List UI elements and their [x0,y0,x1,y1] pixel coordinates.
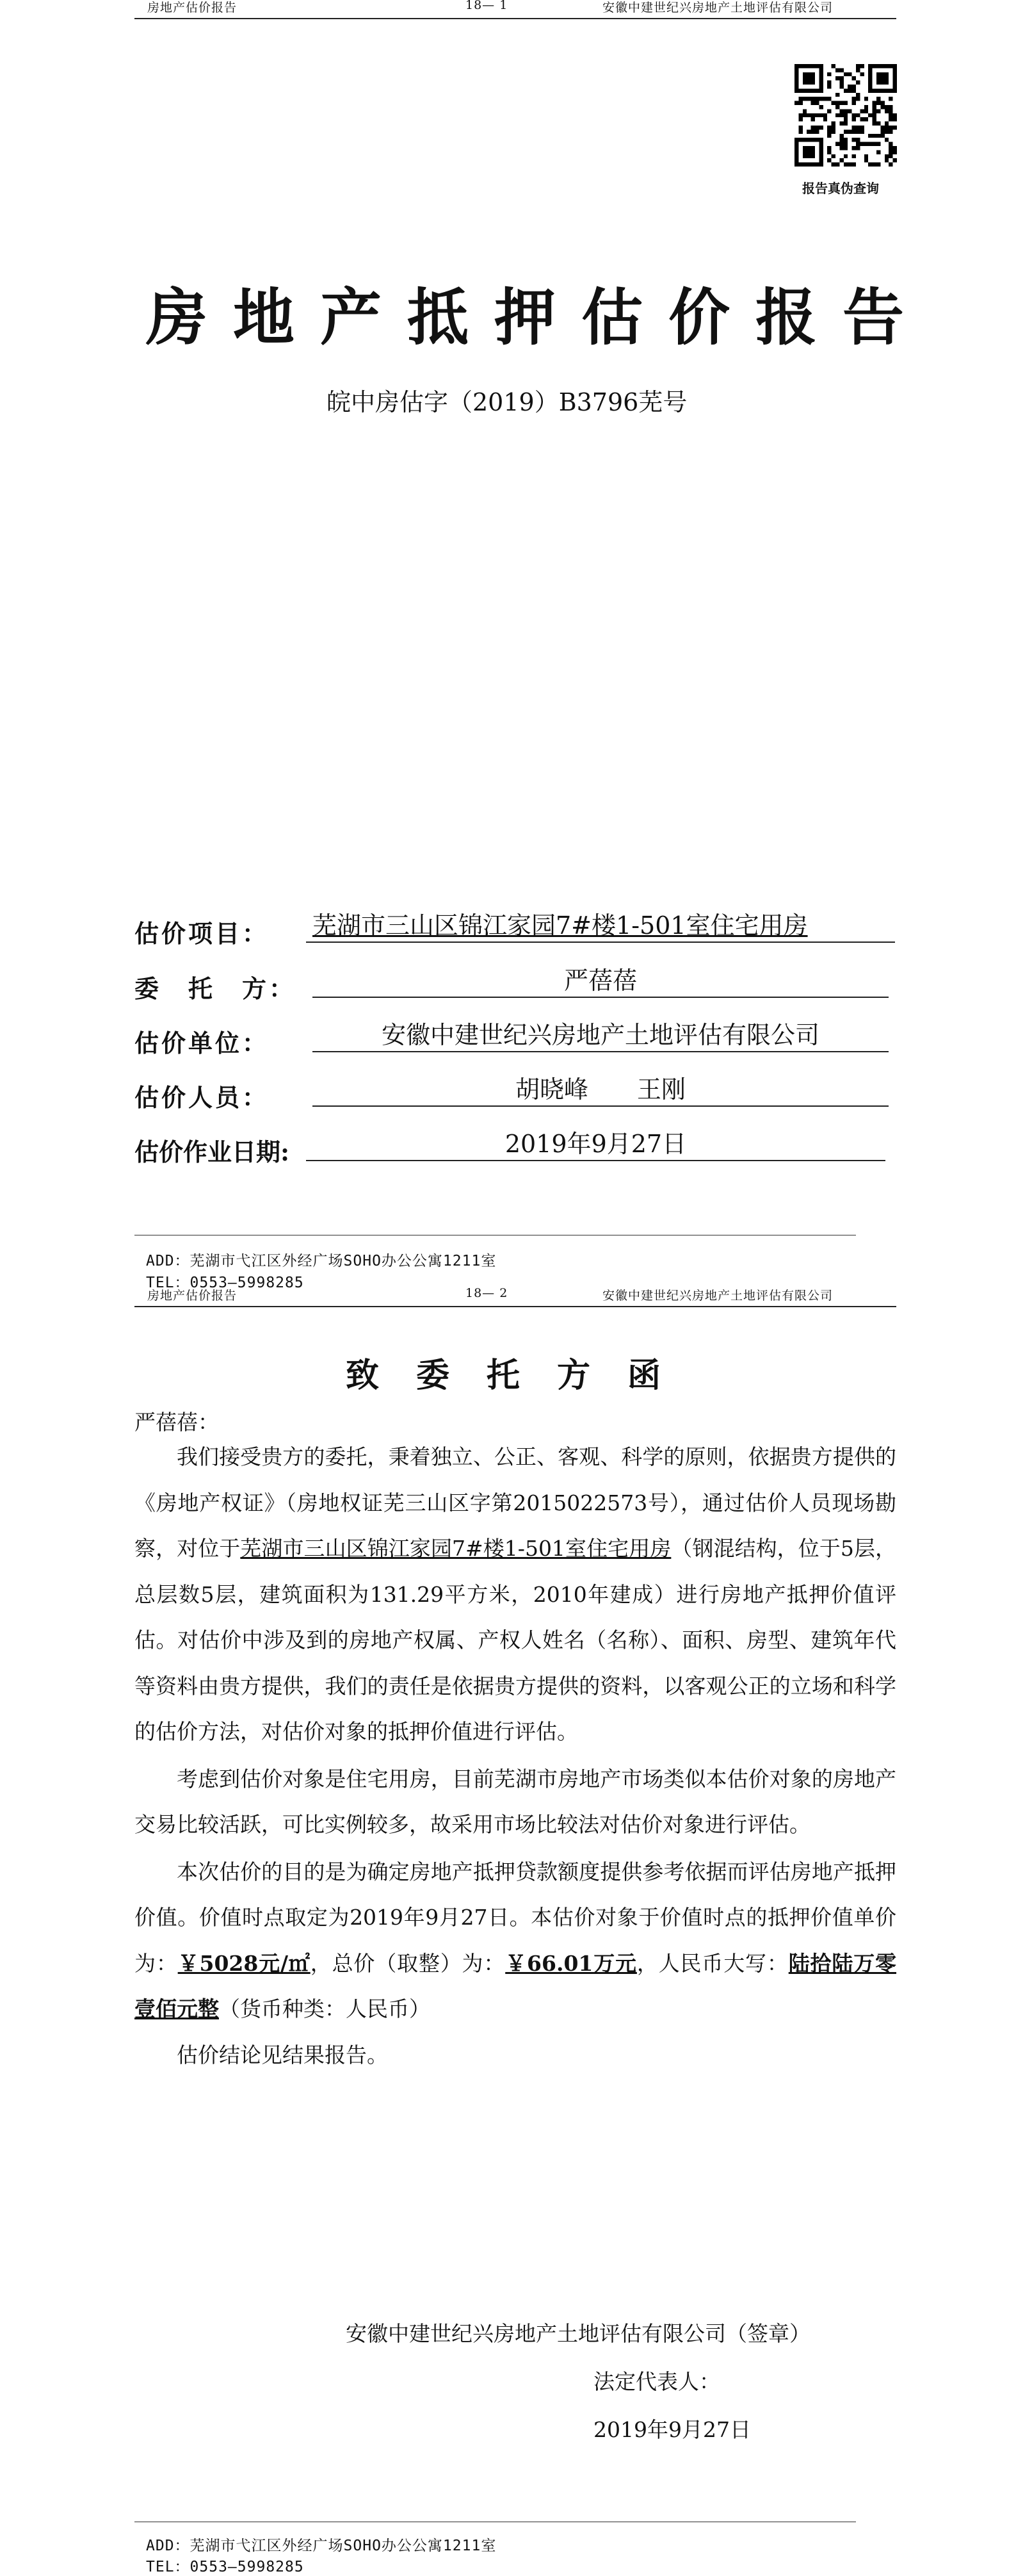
field-label-project: 估价项目： [134,919,270,948]
letter-body [134,1434,896,2078]
unit-price: ￥5028元/㎡ [177,1950,310,1976]
header-page-1: 18— 1 [465,0,508,12]
header-right-1: 安徽中建世纪兴房地产土地评估有限公司 [602,1,834,15]
subject-property: 芜湖市三山区锦江家园7#楼1-501室住宅用房 [240,1536,672,1561]
qr-code[interactable] [794,64,897,167]
header-rule-2 [134,1306,896,1307]
field-label-appraisers: 估价人员： [134,1083,270,1112]
letter-title: 致委托方函 [346,1356,698,1395]
field-value-client: 严蓓蓓 [312,965,889,998]
paragraph-2: 考虑到估价对象是住宅用房，目前芜湖市房地产市场类似本估价对象的房地产交易比较活跃，可比实例较多，故采用市场比较法对估价对象进行评估。 [134,1766,896,1837]
field-value-appraisers: 胡晓峰 王刚 [312,1073,889,1107]
header-rule-1 [134,18,896,19]
total-price: ￥66.01万元 [505,1950,637,1976]
paragraph-4: 估价结论见结果报告。 [177,2042,388,2067]
field-label-client: 委 托 方： [134,974,296,1003]
signature-representative: 法定代表人： [593,2369,720,2394]
letter-salutation: 严蓓蓓： [134,1410,219,1435]
signature-company: 安徽中建世纪兴房地产土地评估有限公司（签章） [346,2321,810,2346]
cover-doc-number: 皖中房估字（2019）B3796芜号 [327,388,688,416]
cover-title: 房地产抵押估价报告 [146,281,930,354]
header-right-2: 安徽中建世纪兴房地产土地评估有限公司 [602,1289,834,1303]
field-value-project: 芜湖市三山区锦江家园7#楼1-501室住宅用房 [306,909,895,943]
amount-in-words: 陆拾陆万零壹佰元整 [134,1950,897,2021]
header-left-2: 房地产估价报告 [147,1289,238,1303]
paragraph-3: 本次估价的目的是为确定房地产抵押贷款额度提供参考依据而评估房地产抵押价值。价值时点取定为2019年9月27日。本估价对象于价值时点的抵押价值单价为：￥5028元/㎡，总价（取整）为：￥66.01万元，人民币大写：陆拾陆万零壹佰元整（货币种类：人民币） [134,1859,897,2021]
field-label-appraiser-org: 估价单位： [134,1029,270,1057]
header-left-1: 房地产估价报告 [147,1,238,15]
paragraph-1: 我们接受贵方的委托，秉着独立、公正、客观、科学的原则，依据贵方提供的《房地产权证》（房地权证芜三山区字第2015022573号），通过估价人员现场勘察，对位于芜湖市三山区锦江家园7#楼1-501室住宅用房（钢混结构，位于5层，总层数5层，建筑面积为131.29平方米，2010年建成）进行房地产抵押价值评估。对估价中涉及到的房地产权属、产权人姓名（名称）、面积、房型、建筑年代等资料由贵方提供，我们的责任是依据贵方提供的资料，以客观公正的立场和科学的估价方法，对估价对象的抵押价值进行评估。 [134,1444,897,1744]
header-page-2: 18— 2 [465,1286,508,1300]
field-label-work-date: 估价作业日期: [134,1137,290,1166]
signature-date: 2019年9月27日 [593,2417,751,2442]
footer-tel-2: TEL：0553—5998285 [146,2559,304,2575]
field-value-work-date: 2019年9月27日 [306,1128,885,1161]
footer-address-2: ADD：芜湖市弋江区外经广场SOHO办公公寓1211室 [146,2538,497,2554]
field-value-appraiser-org: 安徽中建世纪兴房地产土地评估有限公司 [312,1019,889,1052]
footer-address-1: ADD：芜湖市弋江区外经广场SOHO办公公寓1211室 [146,1253,497,1269]
footer-tel-1: TEL：0553—5998285 [146,1275,304,1291]
qr-caption: 报告真伪查询 [802,181,879,196]
